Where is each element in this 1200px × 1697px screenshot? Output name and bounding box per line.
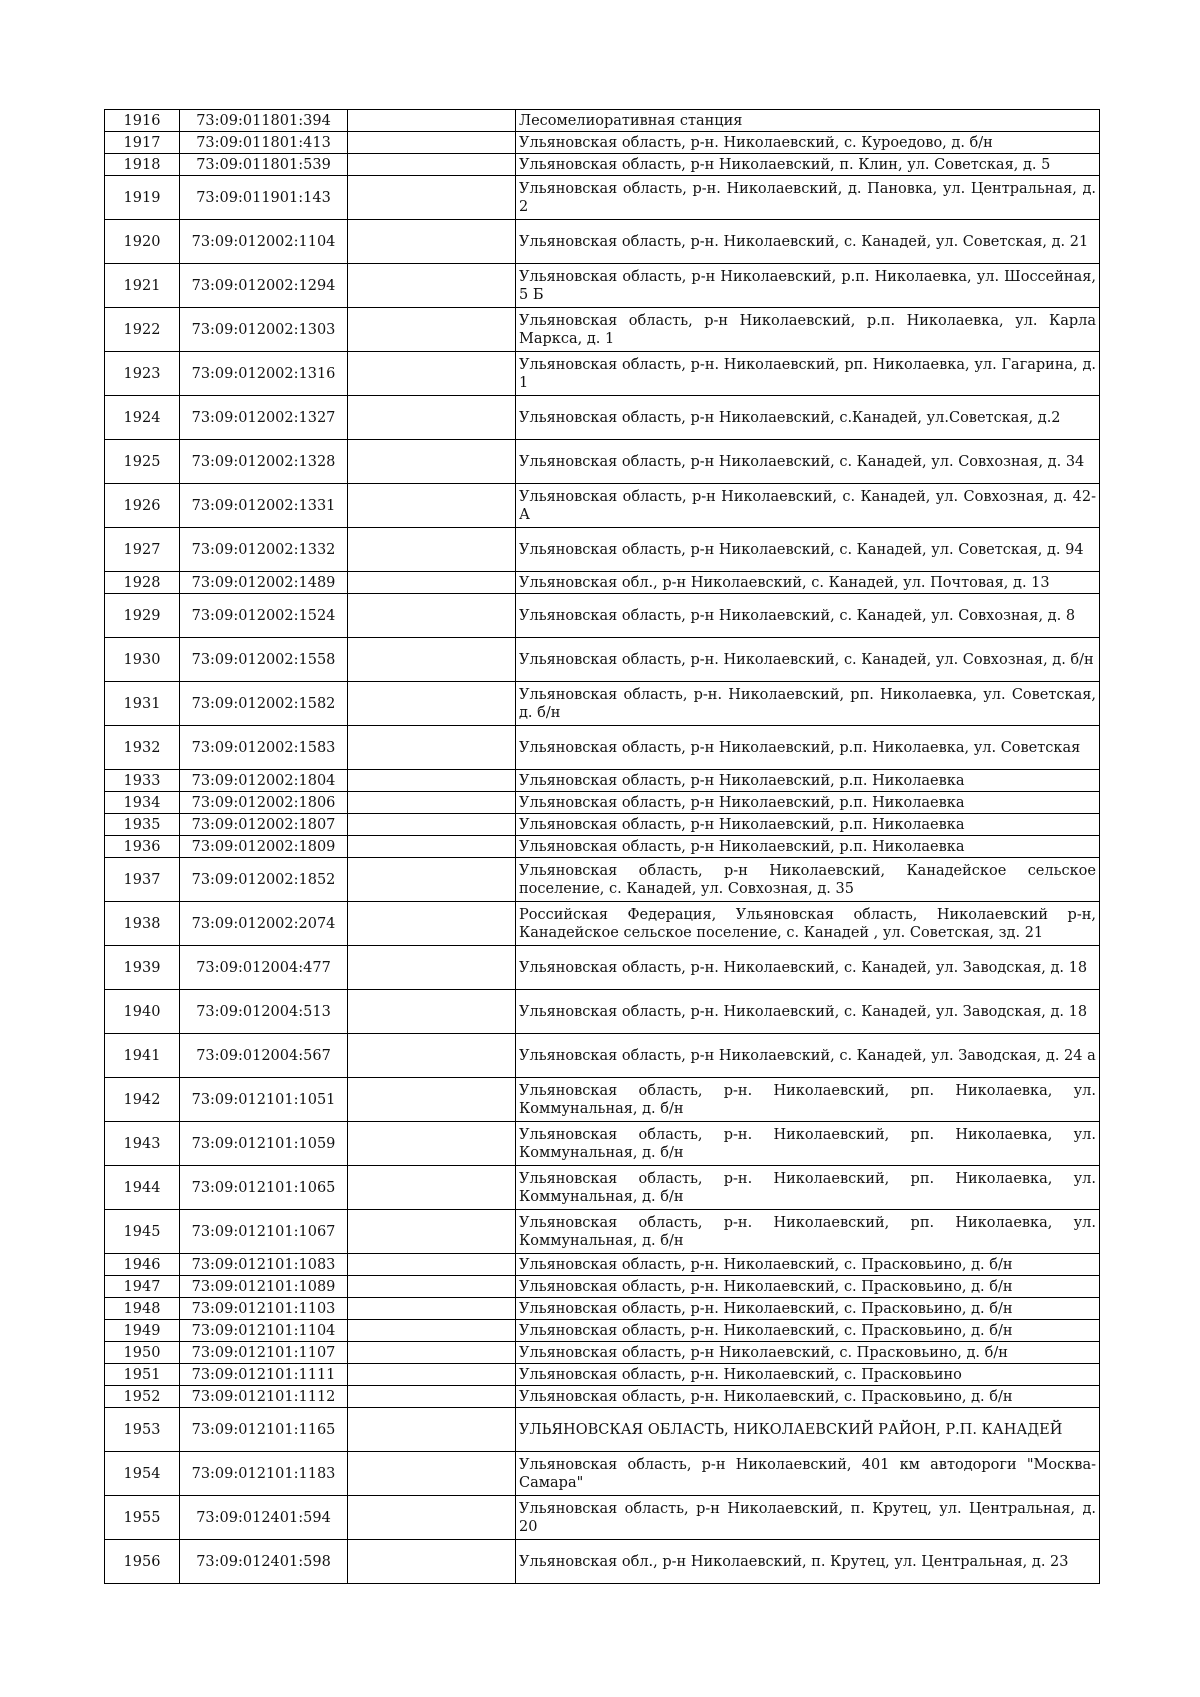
cadastral-number-cell: 73:09:011801:413 [180,132,348,154]
cadastral-number-cell: 73:09:012002:1806 [180,792,348,814]
address-cell: Ульяновская область, р-н. Николаевский, с. Прасковьино, д. б/н [516,1276,1100,1298]
address-cell: Российская Федерация, Ульяновская область, Николаевский р-н, Канадейское сельское поселение, с. Канадей , ул. Советская, зд. 21 [516,902,1100,946]
row-number-cell: 1943 [105,1122,180,1166]
empty-cell [348,1342,516,1364]
cadastral-number-cell: 73:09:012101:1183 [180,1452,348,1496]
empty-cell [348,638,516,682]
row-number-cell: 1941 [105,1034,180,1078]
empty-cell [348,726,516,770]
table-row [105,726,1100,770]
row-number-cell: 1949 [105,1320,180,1342]
address-cell: Ульяновская область, р-н Николаевский, р.п. Николаевка [516,792,1100,814]
cadastral-number-cell: 73:09:012101:1083 [180,1254,348,1276]
cadastral-number-cell: 73:09:012002:1316 [180,352,348,396]
cadastral-number-cell: 73:09:012101:1165 [180,1408,348,1452]
address-cell: Ульяновская область, р-н Николаевский, с. Прасковьино, д. б/н [516,1342,1100,1364]
address-cell: Ульяновская область, р-н. Николаевский, с. Канадей, ул. Советская, д. 21 [516,220,1100,264]
table-row [105,1210,1100,1254]
row-number-cell: 1946 [105,1254,180,1276]
cadastral-number-cell: 73:09:012101:1089 [180,1276,348,1298]
cadastral-number-cell: 73:09:012004:513 [180,990,348,1034]
row-number-cell: 1919 [105,176,180,220]
empty-cell [348,770,516,792]
table-row [105,308,1100,352]
address-cell: Ульяновская область, р-н. Николаевский, рп. Николаевка, ул. Коммунальная, д. б/н [516,1210,1100,1254]
address-cell: Ульяновская область, р-н Николаевский, р.п. Николаевка [516,836,1100,858]
cadastral-number-cell: 73:09:012002:1582 [180,682,348,726]
row-number-cell: 1939 [105,946,180,990]
empty-cell [348,1496,516,1540]
row-number-cell: 1917 [105,132,180,154]
cadastral-number-cell: 73:09:012002:1294 [180,264,348,308]
empty-cell [348,990,516,1034]
address-cell: Ульяновская область, р-н Николаевский, Канадейское сельское поселение, с. Канадей, ул. Совхозная, д. 35 [516,858,1100,902]
table-row [105,132,1100,154]
table-row [105,1408,1100,1452]
address-cell: Ульяновская область, р-н Николаевский, п. Клин, ул. Советская, д. 5 [516,154,1100,176]
row-number-cell: 1938 [105,902,180,946]
row-number-cell: 1926 [105,484,180,528]
row-number-cell: 1951 [105,1364,180,1386]
table-row [105,1386,1100,1408]
table-row [105,528,1100,572]
cadastral-number-cell: 73:09:012002:1809 [180,836,348,858]
cadastral-number-cell: 73:09:012401:598 [180,1540,348,1584]
cadastral-number-cell: 73:09:012002:1558 [180,638,348,682]
empty-cell [348,792,516,814]
table-row [105,110,1100,132]
row-number-cell: 1920 [105,220,180,264]
empty-cell [348,1034,516,1078]
cadastral-number-cell: 73:09:012002:2074 [180,902,348,946]
address-cell: Ульяновская область, р-н. Николаевский, рп. Николаевка, ул. Советская, д. б/н [516,682,1100,726]
row-number-cell: 1940 [105,990,180,1034]
cadastral-number-cell: 73:09:012002:1852 [180,858,348,902]
table-row [105,594,1100,638]
row-number-cell: 1916 [105,110,180,132]
table-row [105,1452,1100,1496]
cadastral-number-cell: 73:09:012004:567 [180,1034,348,1078]
empty-cell [348,1298,516,1320]
cadastral-number-cell: 73:09:012002:1328 [180,440,348,484]
empty-cell [348,110,516,132]
row-number-cell: 1954 [105,1452,180,1496]
table-row [105,484,1100,528]
row-number-cell: 1948 [105,1298,180,1320]
table-row [105,814,1100,836]
cadastral-number-cell: 73:09:011901:143 [180,176,348,220]
row-number-cell: 1945 [105,1210,180,1254]
row-number-cell: 1955 [105,1496,180,1540]
row-number-cell: 1927 [105,528,180,572]
cadastral-number-cell: 73:09:012002:1327 [180,396,348,440]
table-row [105,154,1100,176]
empty-cell [348,132,516,154]
table-row [105,1078,1100,1122]
empty-cell [348,814,516,836]
row-number-cell: 1933 [105,770,180,792]
address-cell: Ульяновская область, р-н Николаевский, п. Крутец, ул. Центральная, д. 20 [516,1496,1100,1540]
table-row [105,1298,1100,1320]
row-number-cell: 1924 [105,396,180,440]
address-cell: Ульяновская обл., р-н Николаевский, п. Крутец, ул. Центральная, д. 23 [516,1540,1100,1584]
table-row [105,396,1100,440]
cadastral-number-cell: 73:09:012401:594 [180,1496,348,1540]
address-cell: Ульяновская область, р-н Николаевский, с. Канадей, ул. Совхозная, д. 34 [516,440,1100,484]
address-cell: Лесомелиоративная станция [516,110,1100,132]
empty-cell [348,902,516,946]
address-cell: Ульяновская область, р-н Николаевский, р.п. Николаевка, ул. Советская [516,726,1100,770]
row-number-cell: 1947 [105,1276,180,1298]
table-row [105,1364,1100,1386]
empty-cell [348,1276,516,1298]
address-cell: УЛЬЯНОВСКАЯ ОБЛАСТЬ, НИКОЛАЕВСКИЙ РАЙОН, Р.П. КАНАДЕЙ [516,1408,1100,1452]
row-number-cell: 1953 [105,1408,180,1452]
address-cell: Ульяновская область, р-н. Николаевский, с. Прасковьино [516,1364,1100,1386]
address-cell: Ульяновская область, р-н. Николаевский, рп. Николаевка, ул. Коммунальная, д. б/н [516,1166,1100,1210]
cadastral-number-cell: 73:09:011801:394 [180,110,348,132]
table-row [105,1276,1100,1298]
empty-cell [348,1386,516,1408]
empty-cell [348,1210,516,1254]
table-row [105,858,1100,902]
table-row [105,990,1100,1034]
empty-cell [348,1320,516,1342]
empty-cell [348,352,516,396]
row-number-cell: 1936 [105,836,180,858]
address-cell: Ульяновская область, р-н. Николаевский, с. Прасковьино, д. б/н [516,1298,1100,1320]
table-row [105,572,1100,594]
row-number-cell: 1929 [105,594,180,638]
cadastral-number-cell: 73:09:012002:1331 [180,484,348,528]
empty-cell [348,1122,516,1166]
row-number-cell: 1956 [105,1540,180,1584]
address-cell: Ульяновская область, р-н Николаевский, р.п. Николаевка, ул. Карла Маркса, д. 1 [516,308,1100,352]
table-row [105,1034,1100,1078]
address-cell: Ульяновская область, р-н. Николаевский, с. Прасковьино, д. б/н [516,1320,1100,1342]
row-number-cell: 1952 [105,1386,180,1408]
address-cell: Ульяновская область, р-н. Николаевский, рп. Николаевка, ул. Гагарина, д. 1 [516,352,1100,396]
row-number-cell: 1921 [105,264,180,308]
cadastral-number-cell: 73:09:012101:1103 [180,1298,348,1320]
empty-cell [348,1166,516,1210]
address-cell: Ульяновская область, р-н Николаевский, р.п. Николаевка [516,814,1100,836]
row-number-cell: 1918 [105,154,180,176]
empty-cell [348,1452,516,1496]
row-number-cell: 1950 [105,1342,180,1364]
table-row [105,352,1100,396]
empty-cell [348,594,516,638]
address-cell: Ульяновская область, р-н. Николаевский, рп. Николаевка, ул. Коммунальная, д. б/н [516,1078,1100,1122]
address-cell: Ульяновская область, р-н. Николаевский, рп. Николаевка, ул. Коммунальная, д. б/н [516,1122,1100,1166]
empty-cell [348,1364,516,1386]
empty-cell [348,682,516,726]
cadastral-number-cell: 73:09:012002:1104 [180,220,348,264]
address-cell: Ульяновская область, р-н Николаевский, р.п. Николаевка, ул. Шоссейная, 5 Б [516,264,1100,308]
table-row [105,770,1100,792]
cadastral-number-cell: 73:09:012101:1059 [180,1122,348,1166]
empty-cell [348,220,516,264]
address-cell: Ульяновская область, р-н. Николаевский, д. Пановка, ул. Центральная, д. 2 [516,176,1100,220]
row-number-cell: 1942 [105,1078,180,1122]
address-cell: Ульяновская область, р-н. Николаевский, с. Канадей, ул. Заводская, д. 18 [516,990,1100,1034]
address-cell: Ульяновская область, р-н Николаевский, с. Канадей, ул. Совхозная, д. 8 [516,594,1100,638]
table-row [105,1320,1100,1342]
cadastral-number-cell: 73:09:012004:477 [180,946,348,990]
row-number-cell: 1931 [105,682,180,726]
empty-cell [348,176,516,220]
table-row [105,1496,1100,1540]
table-row [105,1122,1100,1166]
cadastral-number-cell: 73:09:012002:1303 [180,308,348,352]
address-cell: Ульяновская область, р-н. Николаевский, с. Куроедово, д. б/н [516,132,1100,154]
cadastral-number-cell: 73:09:012101:1065 [180,1166,348,1210]
row-number-cell: 1930 [105,638,180,682]
table-row [105,440,1100,484]
cadastral-number-cell: 73:09:012101:1051 [180,1078,348,1122]
cadastral-number-cell: 73:09:012101:1107 [180,1342,348,1364]
address-cell: Ульяновская область, р-н Николаевский, р.п. Николаевка [516,770,1100,792]
address-cell: Ульяновская область, р-н. Николаевский, с. Канадей, ул. Заводская, д. 18 [516,946,1100,990]
empty-cell [348,154,516,176]
cadastral-number-cell: 73:09:012101:1111 [180,1364,348,1386]
table-row [105,682,1100,726]
table-row [105,264,1100,308]
cadastral-number-cell: 73:09:012002:1804 [180,770,348,792]
table-row [105,836,1100,858]
table-row [105,176,1100,220]
address-cell: Ульяновская область, р-н. Николаевский, с. Канадей, ул. Совхозная, д. б/н [516,638,1100,682]
registry-table-body [105,110,1100,1584]
empty-cell [348,264,516,308]
empty-cell [348,1078,516,1122]
empty-cell [348,946,516,990]
empty-cell [348,1254,516,1276]
cadastral-number-cell: 73:09:012002:1807 [180,814,348,836]
address-cell: Ульяновская область, р-н Николаевский, с.Канадей, ул.Советская, д.2 [516,396,1100,440]
cadastral-number-cell: 73:09:012101:1067 [180,1210,348,1254]
row-number-cell: 1922 [105,308,180,352]
row-number-cell: 1935 [105,814,180,836]
table-row [105,1342,1100,1364]
empty-cell [348,836,516,858]
cadastral-number-cell: 73:09:012002:1524 [180,594,348,638]
address-cell: Ульяновская область, р-н. Николаевский, с. Прасковьино, д. б/н [516,1254,1100,1276]
empty-cell [348,572,516,594]
cadastral-number-cell: 73:09:012002:1489 [180,572,348,594]
empty-cell [348,528,516,572]
empty-cell [348,1408,516,1452]
row-number-cell: 1923 [105,352,180,396]
row-number-cell: 1928 [105,572,180,594]
address-cell: Ульяновская область, р-н Николаевский, с. Канадей, ул. Совхозная, д. 42-А [516,484,1100,528]
address-cell: Ульяновская область, р-н Николаевский, с. Канадей, ул. Советская, д. 94 [516,528,1100,572]
table-row [105,1166,1100,1210]
table-row [105,1540,1100,1584]
address-cell: Ульяновская обл., р-н Николаевский, с. Канадей, ул. Почтовая, д. 13 [516,572,1100,594]
empty-cell [348,440,516,484]
cadastral-number-cell: 73:09:011801:539 [180,154,348,176]
row-number-cell: 1925 [105,440,180,484]
cadastral-number-cell: 73:09:012101:1112 [180,1386,348,1408]
row-number-cell: 1934 [105,792,180,814]
address-cell: Ульяновская область, р-н Николаевский, с. Канадей, ул. Заводская, д. 24 а [516,1034,1100,1078]
address-cell: Ульяновская область, р-н. Николаевский, с. Прасковьино, д. б/н [516,1386,1100,1408]
registry-table [104,109,1100,1584]
table-row [105,220,1100,264]
cadastral-number-cell: 73:09:012002:1583 [180,726,348,770]
empty-cell [348,484,516,528]
cadastral-number-cell: 73:09:012101:1104 [180,1320,348,1342]
row-number-cell: 1937 [105,858,180,902]
empty-cell [348,396,516,440]
address-cell: Ульяновская область, р-н Николаевский, 401 км автодороги "Москва-Самара" [516,1452,1100,1496]
cadastral-number-cell: 73:09:012002:1332 [180,528,348,572]
empty-cell [348,858,516,902]
empty-cell [348,308,516,352]
row-number-cell: 1944 [105,1166,180,1210]
table-row [105,638,1100,682]
table-row [105,792,1100,814]
row-number-cell: 1932 [105,726,180,770]
table-row [105,946,1100,990]
table-row [105,1254,1100,1276]
empty-cell [348,1540,516,1584]
table-row [105,902,1100,946]
